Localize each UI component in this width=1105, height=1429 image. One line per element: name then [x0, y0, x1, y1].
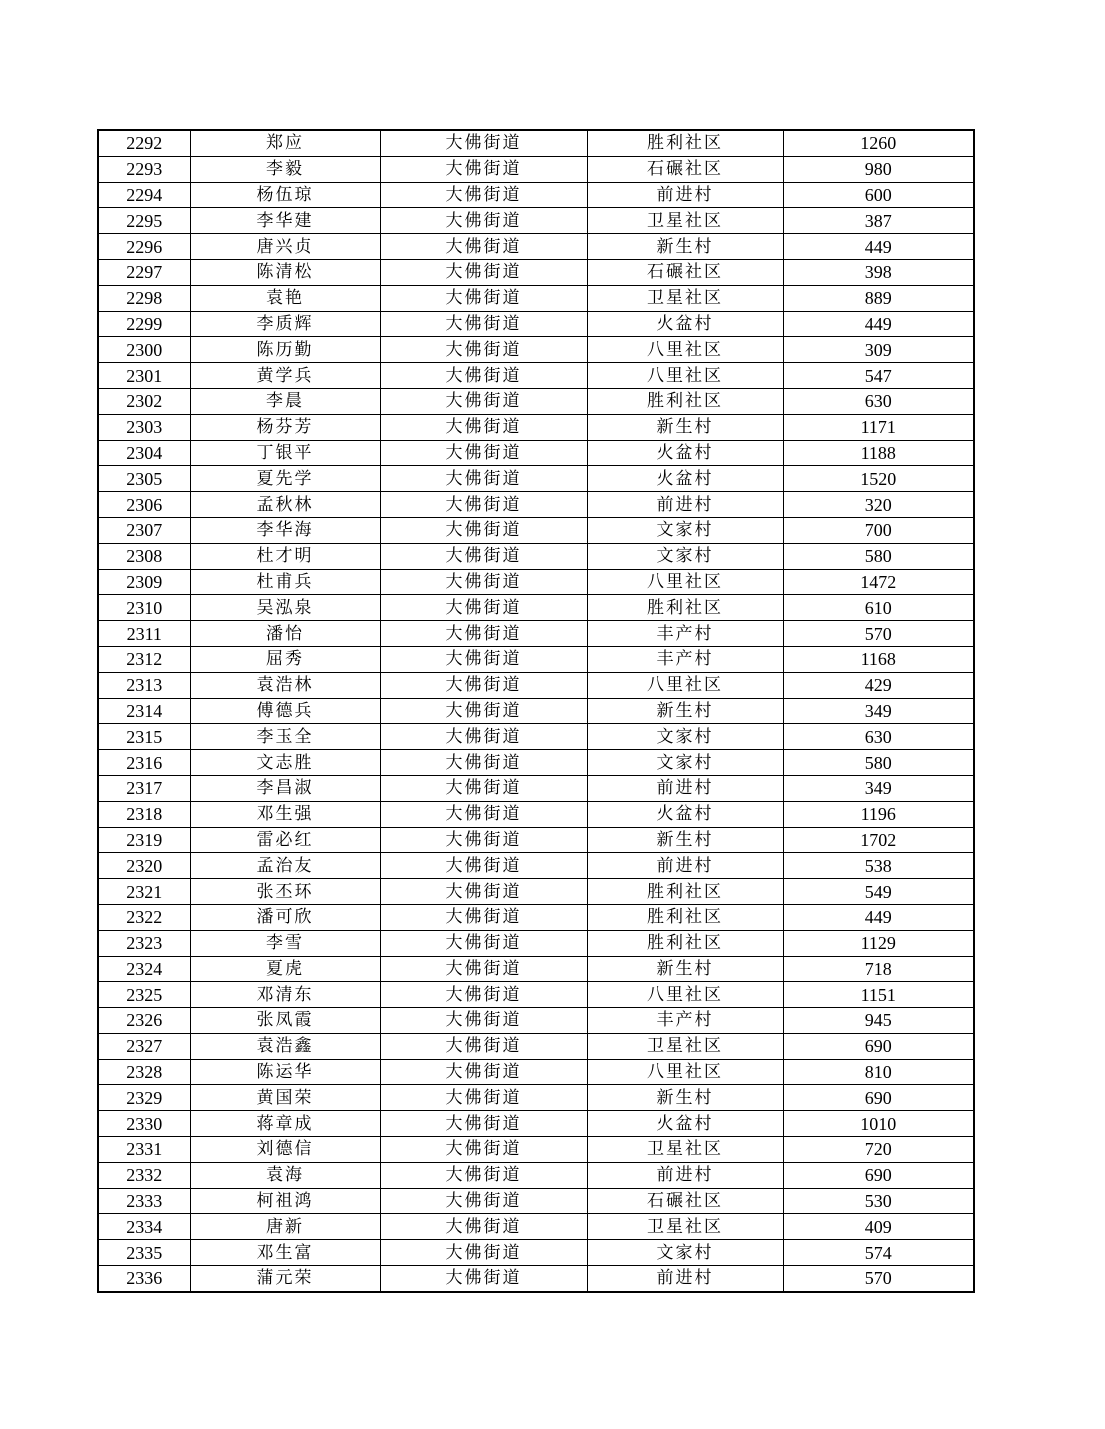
name-cell: 孟秋林: [190, 492, 380, 518]
community-cell: 八里社区: [587, 982, 783, 1008]
serial-number-cell: 2293: [98, 156, 190, 182]
street-cell: 大佛街道: [380, 1188, 587, 1214]
amount-cell: 1520: [783, 466, 974, 492]
name-cell: 夏虎: [190, 956, 380, 982]
name-cell: 陈运华: [190, 1059, 380, 1085]
street-cell: 大佛街道: [380, 1111, 587, 1137]
table-row: [98, 1240, 974, 1266]
amount-cell: 398: [783, 259, 974, 285]
table-row: [98, 621, 974, 647]
serial-number-cell: 2296: [98, 234, 190, 260]
amount-cell: 1260: [783, 130, 974, 156]
amount-cell: 690: [783, 1033, 974, 1059]
serial-number-cell: 2309: [98, 569, 190, 595]
street-cell: 大佛街道: [380, 827, 587, 853]
serial-number-cell: 2295: [98, 208, 190, 234]
name-cell: 李玉全: [190, 724, 380, 750]
street-cell: 大佛街道: [380, 414, 587, 440]
amount-cell: 980: [783, 156, 974, 182]
table-row: [98, 414, 974, 440]
amount-cell: 720: [783, 1137, 974, 1163]
serial-number-cell: 2318: [98, 801, 190, 827]
name-cell: 丁银平: [190, 440, 380, 466]
table-row: [98, 156, 974, 182]
table-row: [98, 930, 974, 956]
table-row: [98, 1137, 974, 1163]
amount-cell: 700: [783, 517, 974, 543]
serial-number-cell: 2332: [98, 1162, 190, 1188]
name-cell: 蒋章成: [190, 1111, 380, 1137]
street-cell: 大佛街道: [380, 569, 587, 595]
serial-number-cell: 2306: [98, 492, 190, 518]
community-cell: 丰产村: [587, 621, 783, 647]
community-cell: 新生村: [587, 698, 783, 724]
street-cell: 大佛街道: [380, 853, 587, 879]
name-cell: 李质辉: [190, 311, 380, 337]
name-cell: 黄国荣: [190, 1085, 380, 1111]
amount-cell: 530: [783, 1188, 974, 1214]
amount-cell: 320: [783, 492, 974, 518]
table-row: [98, 1059, 974, 1085]
serial-number-cell: 2305: [98, 466, 190, 492]
amount-cell: 580: [783, 543, 974, 569]
name-cell: 唐新: [190, 1214, 380, 1240]
serial-number-cell: 2331: [98, 1137, 190, 1163]
table-body: [98, 130, 974, 1292]
table-row: [98, 234, 974, 260]
street-cell: 大佛街道: [380, 801, 587, 827]
table-row: [98, 363, 974, 389]
table-row: [98, 1085, 974, 1111]
name-cell: 杨伍琼: [190, 182, 380, 208]
amount-cell: 349: [783, 698, 974, 724]
community-cell: 八里社区: [587, 1059, 783, 1085]
name-cell: 袁艳: [190, 285, 380, 311]
name-cell: 邓生富: [190, 1240, 380, 1266]
table-row: [98, 440, 974, 466]
serial-number-cell: 2323: [98, 930, 190, 956]
name-cell: 杜才明: [190, 543, 380, 569]
street-cell: 大佛街道: [380, 1162, 587, 1188]
community-cell: 胜利社区: [587, 930, 783, 956]
street-cell: 大佛街道: [380, 1266, 587, 1292]
community-cell: 前进村: [587, 775, 783, 801]
community-cell: 胜利社区: [587, 879, 783, 905]
table-row: [98, 750, 974, 776]
amount-cell: 690: [783, 1162, 974, 1188]
table-row: [98, 543, 974, 569]
community-cell: 火盆村: [587, 1111, 783, 1137]
name-cell: 邓清东: [190, 982, 380, 1008]
community-cell: 前进村: [587, 182, 783, 208]
community-cell: 丰产村: [587, 646, 783, 672]
community-cell: 火盆村: [587, 466, 783, 492]
street-cell: 大佛街道: [380, 595, 587, 621]
table-row: [98, 801, 974, 827]
community-cell: 新生村: [587, 956, 783, 982]
community-cell: 卫星社区: [587, 208, 783, 234]
name-cell: 唐兴贞: [190, 234, 380, 260]
street-cell: 大佛街道: [380, 930, 587, 956]
serial-number-cell: 2312: [98, 646, 190, 672]
table-row: [98, 1111, 974, 1137]
name-cell: 李晨: [190, 388, 380, 414]
table-row: [98, 1162, 974, 1188]
amount-cell: 945: [783, 1008, 974, 1034]
street-cell: 大佛街道: [380, 672, 587, 698]
serial-number-cell: 2301: [98, 363, 190, 389]
community-cell: 石碾社区: [587, 259, 783, 285]
community-cell: 卫星社区: [587, 285, 783, 311]
amount-cell: 690: [783, 1085, 974, 1111]
amount-cell: 349: [783, 775, 974, 801]
street-cell: 大佛街道: [380, 492, 587, 518]
community-cell: 胜利社区: [587, 130, 783, 156]
name-cell: 陈历勤: [190, 337, 380, 363]
serial-number-cell: 2298: [98, 285, 190, 311]
community-cell: 胜利社区: [587, 388, 783, 414]
serial-number-cell: 2316: [98, 750, 190, 776]
amount-cell: 549: [783, 879, 974, 905]
serial-number-cell: 2321: [98, 879, 190, 905]
table-row: [98, 1188, 974, 1214]
street-cell: 大佛街道: [380, 879, 587, 905]
community-cell: 前进村: [587, 853, 783, 879]
serial-number-cell: 2334: [98, 1214, 190, 1240]
street-cell: 大佛街道: [380, 1240, 587, 1266]
name-cell: 文志胜: [190, 750, 380, 776]
name-cell: 李毅: [190, 156, 380, 182]
amount-cell: 547: [783, 363, 974, 389]
serial-number-cell: 2319: [98, 827, 190, 853]
amount-cell: 449: [783, 311, 974, 337]
community-cell: 卫星社区: [587, 1137, 783, 1163]
community-cell: 前进村: [587, 1162, 783, 1188]
table-row: [98, 311, 974, 337]
name-cell: 吴泓泉: [190, 595, 380, 621]
name-cell: 邓生强: [190, 801, 380, 827]
community-cell: 前进村: [587, 492, 783, 518]
street-cell: 大佛街道: [380, 1214, 587, 1240]
name-cell: 郑应: [190, 130, 380, 156]
table-row: [98, 182, 974, 208]
table-row: [98, 698, 974, 724]
amount-cell: 630: [783, 724, 974, 750]
street-cell: 大佛街道: [380, 182, 587, 208]
name-cell: 蒲元荣: [190, 1266, 380, 1292]
street-cell: 大佛街道: [380, 311, 587, 337]
serial-number-cell: 2333: [98, 1188, 190, 1214]
amount-cell: 309: [783, 337, 974, 363]
name-cell: 李雪: [190, 930, 380, 956]
table-row: [98, 775, 974, 801]
table-row: [98, 853, 974, 879]
name-cell: 雷必红: [190, 827, 380, 853]
street-cell: 大佛街道: [380, 440, 587, 466]
community-cell: 文家村: [587, 543, 783, 569]
amount-cell: 387: [783, 208, 974, 234]
amount-cell: 1168: [783, 646, 974, 672]
name-cell: 夏先学: [190, 466, 380, 492]
serial-number-cell: 2299: [98, 311, 190, 337]
street-cell: 大佛街道: [380, 543, 587, 569]
street-cell: 大佛街道: [380, 285, 587, 311]
serial-number-cell: 2330: [98, 1111, 190, 1137]
name-cell: 刘德信: [190, 1137, 380, 1163]
name-cell: 屈秀: [190, 646, 380, 672]
street-cell: 大佛街道: [380, 621, 587, 647]
table-row: [98, 595, 974, 621]
table-row: [98, 517, 974, 543]
community-cell: 文家村: [587, 517, 783, 543]
table-row: [98, 492, 974, 518]
street-cell: 大佛街道: [380, 750, 587, 776]
community-cell: 文家村: [587, 750, 783, 776]
street-cell: 大佛街道: [380, 724, 587, 750]
name-cell: 袁海: [190, 1162, 380, 1188]
amount-cell: 570: [783, 621, 974, 647]
amount-cell: 810: [783, 1059, 974, 1085]
amount-cell: 1010: [783, 1111, 974, 1137]
street-cell: 大佛街道: [380, 363, 587, 389]
table-row: [98, 208, 974, 234]
table-row: [98, 672, 974, 698]
amount-cell: 570: [783, 1266, 974, 1292]
serial-number-cell: 2326: [98, 1008, 190, 1034]
community-cell: 新生村: [587, 827, 783, 853]
table-row: [98, 130, 974, 156]
amount-cell: 1188: [783, 440, 974, 466]
street-cell: 大佛街道: [380, 130, 587, 156]
community-cell: 卫星社区: [587, 1033, 783, 1059]
table-row: [98, 827, 974, 853]
serial-number-cell: 2329: [98, 1085, 190, 1111]
name-cell: 杨芬芳: [190, 414, 380, 440]
amount-cell: 600: [783, 182, 974, 208]
serial-number-cell: 2313: [98, 672, 190, 698]
street-cell: 大佛街道: [380, 259, 587, 285]
name-cell: 袁浩鑫: [190, 1033, 380, 1059]
table-row: [98, 879, 974, 905]
amount-cell: 1171: [783, 414, 974, 440]
community-cell: 火盆村: [587, 311, 783, 337]
community-cell: 文家村: [587, 1240, 783, 1266]
serial-number-cell: 2335: [98, 1240, 190, 1266]
street-cell: 大佛街道: [380, 982, 587, 1008]
street-cell: 大佛街道: [380, 466, 587, 492]
name-cell: 陈清松: [190, 259, 380, 285]
serial-number-cell: 2294: [98, 182, 190, 208]
serial-number-cell: 2322: [98, 904, 190, 930]
table-row: [98, 1266, 974, 1292]
community-cell: 文家村: [587, 724, 783, 750]
name-cell: 孟治友: [190, 853, 380, 879]
name-cell: 杜甫兵: [190, 569, 380, 595]
table-row: [98, 388, 974, 414]
table-row: [98, 285, 974, 311]
street-cell: 大佛街道: [380, 698, 587, 724]
street-cell: 大佛街道: [380, 1059, 587, 1085]
name-cell: 潘怡: [190, 621, 380, 647]
serial-number-cell: 2324: [98, 956, 190, 982]
name-cell: 李华建: [190, 208, 380, 234]
amount-cell: 1472: [783, 569, 974, 595]
amount-cell: 409: [783, 1214, 974, 1240]
street-cell: 大佛街道: [380, 208, 587, 234]
community-cell: 胜利社区: [587, 595, 783, 621]
community-cell: 八里社区: [587, 363, 783, 389]
community-cell: 石碾社区: [587, 1188, 783, 1214]
serial-number-cell: 2314: [98, 698, 190, 724]
serial-number-cell: 2304: [98, 440, 190, 466]
serial-number-cell: 2315: [98, 724, 190, 750]
data-table: [97, 129, 975, 1293]
amount-cell: 1196: [783, 801, 974, 827]
serial-number-cell: 2307: [98, 517, 190, 543]
table-row: [98, 724, 974, 750]
serial-number-cell: 2297: [98, 259, 190, 285]
community-cell: 新生村: [587, 1085, 783, 1111]
table-row: [98, 1214, 974, 1240]
community-cell: 火盆村: [587, 801, 783, 827]
serial-number-cell: 2300: [98, 337, 190, 363]
street-cell: 大佛街道: [380, 775, 587, 801]
amount-cell: 630: [783, 388, 974, 414]
amount-cell: 610: [783, 595, 974, 621]
street-cell: 大佛街道: [380, 1085, 587, 1111]
community-cell: 火盆村: [587, 440, 783, 466]
street-cell: 大佛街道: [380, 904, 587, 930]
street-cell: 大佛街道: [380, 156, 587, 182]
amount-cell: 1702: [783, 827, 974, 853]
street-cell: 大佛街道: [380, 956, 587, 982]
serial-number-cell: 2303: [98, 414, 190, 440]
name-cell: 潘可欣: [190, 904, 380, 930]
serial-number-cell: 2311: [98, 621, 190, 647]
amount-cell: 889: [783, 285, 974, 311]
community-cell: 卫星社区: [587, 1214, 783, 1240]
community-cell: 八里社区: [587, 569, 783, 595]
amount-cell: 718: [783, 956, 974, 982]
community-cell: 八里社区: [587, 337, 783, 363]
amount-cell: 574: [783, 1240, 974, 1266]
street-cell: 大佛街道: [380, 388, 587, 414]
serial-number-cell: 2308: [98, 543, 190, 569]
serial-number-cell: 2317: [98, 775, 190, 801]
serial-number-cell: 2320: [98, 853, 190, 879]
serial-number-cell: 2328: [98, 1059, 190, 1085]
amount-cell: 449: [783, 904, 974, 930]
name-cell: 张丕环: [190, 879, 380, 905]
name-cell: 李华海: [190, 517, 380, 543]
amount-cell: 1129: [783, 930, 974, 956]
amount-cell: 449: [783, 234, 974, 260]
table-row: [98, 982, 974, 1008]
name-cell: 张凤霞: [190, 1008, 380, 1034]
table-row: [98, 569, 974, 595]
table-row: [98, 1008, 974, 1034]
amount-cell: 429: [783, 672, 974, 698]
serial-number-cell: 2325: [98, 982, 190, 1008]
table-row: [98, 337, 974, 363]
community-cell: 胜利社区: [587, 904, 783, 930]
serial-number-cell: 2327: [98, 1033, 190, 1059]
serial-number-cell: 2336: [98, 1266, 190, 1292]
amount-cell: 1151: [783, 982, 974, 1008]
name-cell: 袁浩林: [190, 672, 380, 698]
street-cell: 大佛街道: [380, 1033, 587, 1059]
street-cell: 大佛街道: [380, 517, 587, 543]
amount-cell: 538: [783, 853, 974, 879]
name-cell: 柯祖鸿: [190, 1188, 380, 1214]
street-cell: 大佛街道: [380, 234, 587, 260]
community-cell: 丰产村: [587, 1008, 783, 1034]
community-cell: 新生村: [587, 234, 783, 260]
street-cell: 大佛街道: [380, 337, 587, 363]
name-cell: 黄学兵: [190, 363, 380, 389]
table-row: [98, 646, 974, 672]
community-cell: 八里社区: [587, 672, 783, 698]
serial-number-cell: 2292: [98, 130, 190, 156]
serial-number-cell: 2310: [98, 595, 190, 621]
serial-number-cell: 2302: [98, 388, 190, 414]
table-row: [98, 259, 974, 285]
community-cell: 前进村: [587, 1266, 783, 1292]
name-cell: 李昌淑: [190, 775, 380, 801]
table-row: [98, 956, 974, 982]
amount-cell: 580: [783, 750, 974, 776]
community-cell: 石碾社区: [587, 156, 783, 182]
table-row: [98, 904, 974, 930]
street-cell: 大佛街道: [380, 646, 587, 672]
street-cell: 大佛街道: [380, 1008, 587, 1034]
community-cell: 新生村: [587, 414, 783, 440]
name-cell: 傅德兵: [190, 698, 380, 724]
table-row: [98, 466, 974, 492]
street-cell: 大佛街道: [380, 1137, 587, 1163]
table-row: [98, 1033, 974, 1059]
